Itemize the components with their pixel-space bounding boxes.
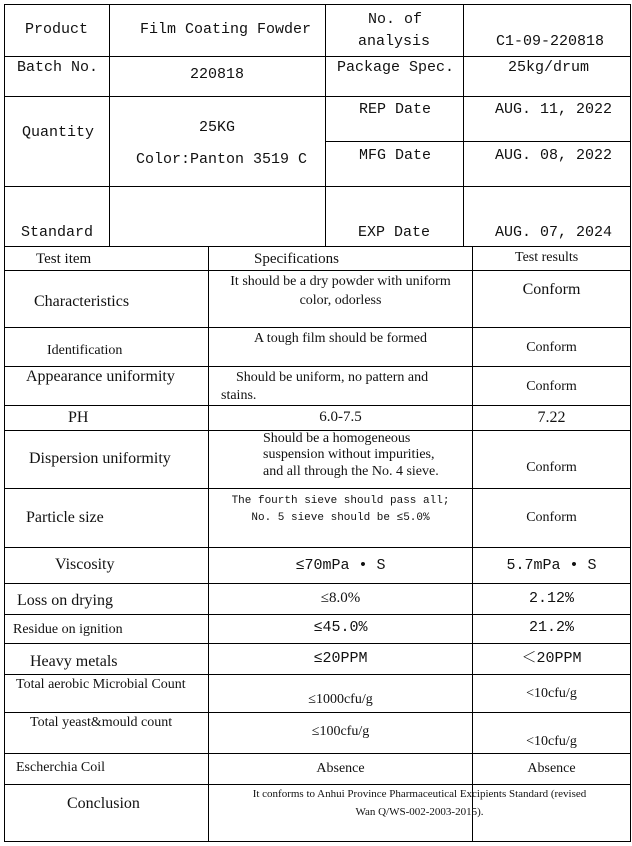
grid-line xyxy=(4,270,631,271)
specification: 6.0-7.5 xyxy=(319,409,362,425)
standard-label: Standard xyxy=(21,224,94,241)
color-value: Color:Panton 3519 C xyxy=(136,151,308,168)
conclusion-text: It conforms to Anhui Province Pharmaceutical Excipients Standard (revised xyxy=(252,788,587,800)
grid-line xyxy=(4,186,631,187)
specification: Should be a homogeneous xyxy=(263,431,411,446)
test-item: PH xyxy=(68,409,89,426)
grid-line xyxy=(325,4,326,247)
product-value: Film Coating Fowder xyxy=(140,21,312,38)
specification: suspension without impurities, xyxy=(263,447,435,462)
test-item: Appearance uniformity xyxy=(26,368,175,385)
grid-line xyxy=(4,246,631,247)
specification: ≤45.0% xyxy=(313,619,368,636)
mfg-date-value: AUG. 08, 2022 xyxy=(495,147,613,164)
analysis-label-line2: analysis xyxy=(358,33,431,50)
batch-value: 220818 xyxy=(190,66,245,83)
rep-date-label: REP Date xyxy=(359,101,432,118)
specification: A tough film should be formed xyxy=(253,331,428,346)
conclusion-text: Wan Q/WS-002-2003-2015). xyxy=(355,806,484,818)
test-result: Conform xyxy=(522,281,581,298)
test-result: 2.12% xyxy=(528,590,574,607)
analysis-label-line1: No. of xyxy=(368,11,423,28)
test-item: Residue on ignition xyxy=(13,622,123,637)
grid-line xyxy=(4,712,631,713)
test-result: Conform xyxy=(526,510,577,525)
test-result: Conform xyxy=(526,379,577,394)
test-item: Heavy metals xyxy=(30,653,118,670)
specification: ≤20PPM xyxy=(313,650,368,667)
specification: ≤8.0% xyxy=(320,590,361,606)
grid-line xyxy=(109,4,110,247)
specification: stains. xyxy=(221,388,257,403)
grid-line xyxy=(4,784,631,785)
specification: ≤100cfu/g xyxy=(311,724,370,739)
exp-date-label: EXP Date xyxy=(358,224,431,241)
package-label: Package Spec. xyxy=(337,59,455,76)
quantity-label: Quantity xyxy=(22,124,95,141)
specification: It should be a dry powder with uniform xyxy=(230,274,451,289)
grid-line xyxy=(4,366,631,367)
test-result: Conform xyxy=(526,460,577,475)
product-label: Product xyxy=(25,21,89,38)
test-result: Conform xyxy=(526,340,577,355)
rep-date-value: AUG. 11, 2022 xyxy=(495,101,613,118)
column-header-test-item: Test item xyxy=(36,251,92,267)
specification: Absence xyxy=(316,761,365,776)
column-header-specifications: Specifications xyxy=(254,251,339,267)
test-item: Total aerobic Microbial Count xyxy=(16,677,186,692)
specification: Should be uniform, no pattern and xyxy=(236,370,429,385)
test-item: Dispersion uniformity xyxy=(29,450,171,467)
specification: The fourth sieve should pass all; xyxy=(231,495,450,507)
test-item: Characteristics xyxy=(34,293,130,310)
mfg-date-label: MFG Date xyxy=(359,147,432,164)
grid-line xyxy=(325,141,631,142)
specification: No. 5 sieve should be ≤5.0% xyxy=(251,512,430,524)
exp-date-value: AUG. 07, 2024 xyxy=(495,224,613,241)
conclusion-label: Conclusion xyxy=(67,795,140,812)
test-item: Particle size xyxy=(26,509,104,526)
grid-line xyxy=(4,4,631,5)
test-result: 21.2% xyxy=(528,619,574,636)
package-value: 25kg/drum xyxy=(508,59,590,76)
grid-line xyxy=(4,674,631,675)
specification: ≤1000cfu/g xyxy=(308,692,373,707)
batch-label: Batch No. xyxy=(17,59,99,76)
grid-line xyxy=(4,405,631,406)
test-item: Identification xyxy=(47,343,123,358)
specification: color, odorless xyxy=(299,293,382,308)
grid-line xyxy=(4,56,631,57)
test-result: Absence xyxy=(527,761,576,776)
specification: and all through the No. 4 sieve. xyxy=(263,464,439,479)
test-item: Escherchia Coil xyxy=(16,760,106,775)
grid-line xyxy=(4,583,631,584)
grid-line xyxy=(4,327,631,328)
grid-line xyxy=(630,4,631,842)
grid-line xyxy=(4,96,631,97)
grid-line xyxy=(4,488,631,489)
test-result: ＜20PPM xyxy=(521,650,582,667)
grid-line xyxy=(4,614,631,615)
test-result: <10cfu/g xyxy=(526,686,577,701)
grid-line xyxy=(4,4,5,842)
test-result: 5.7mPa • S xyxy=(506,557,597,574)
test-item: Total yeast&mould count xyxy=(30,715,173,730)
grid-line xyxy=(4,753,631,754)
test-item: Viscosity xyxy=(55,556,115,573)
grid-line xyxy=(463,4,464,247)
test-item: Loss on drying xyxy=(17,592,113,609)
grid-line xyxy=(4,643,631,644)
quantity-value: 25KG xyxy=(199,119,236,136)
column-header-test-results: Test results xyxy=(515,250,579,265)
test-result: 7.22 xyxy=(537,409,566,426)
grid-line xyxy=(4,547,631,548)
analysis-value: C1-09-220818 xyxy=(496,33,605,50)
grid-line xyxy=(4,841,631,842)
specification: ≤70mPa • S xyxy=(295,557,386,574)
test-result: <10cfu/g xyxy=(526,734,577,749)
